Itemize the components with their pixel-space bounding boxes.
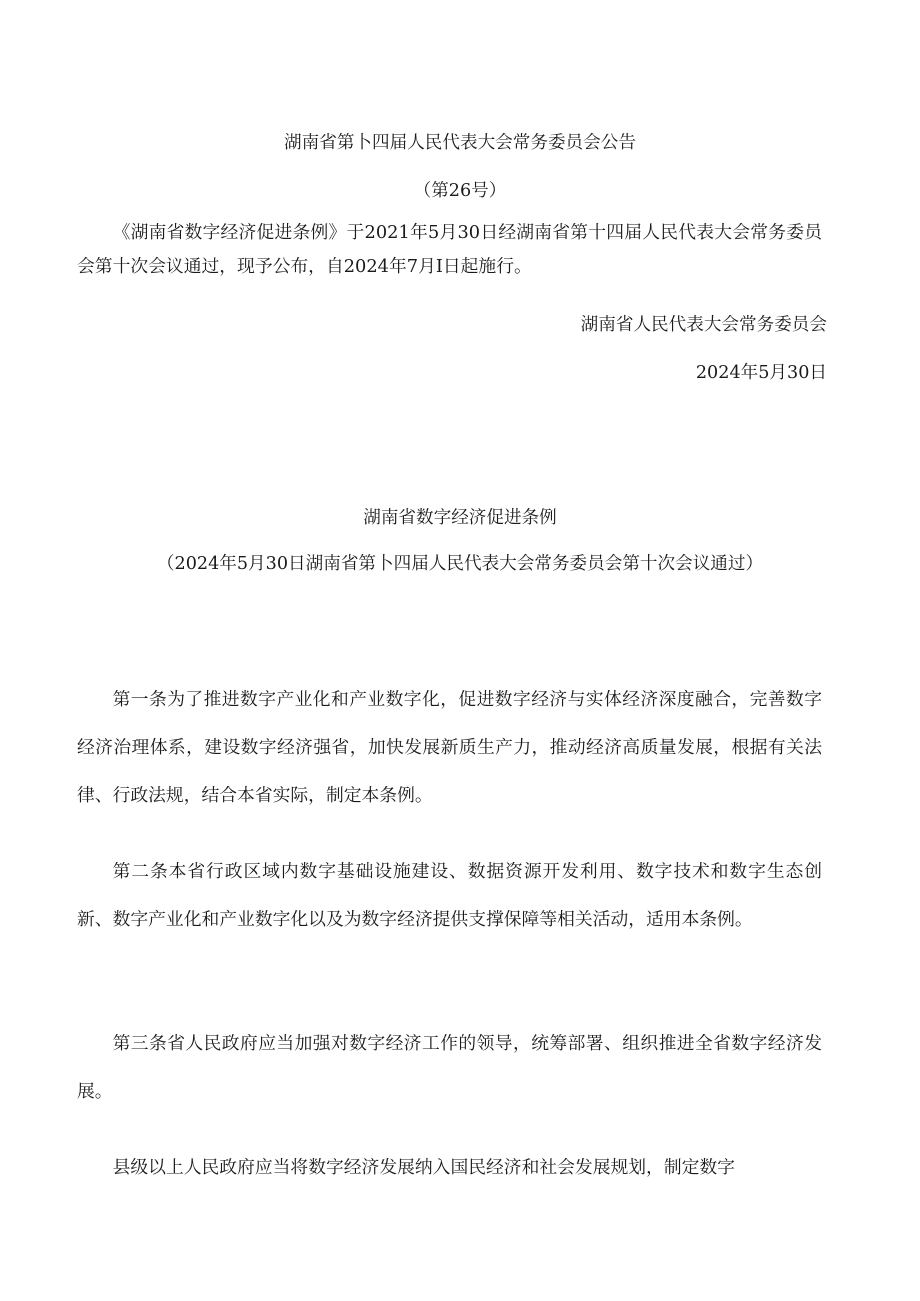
announcement-number: （第26号）: [413, 181, 507, 201]
article-1: 第一条为了推进数字产业化和产业数字化，促进数字经济与实体经济深度融合，完善数字经济治理体系，建设数字经济强省，加快发展新质生产力，推动经济高质量发展，根据有关法律、行政法规，结合本省实际，制定本条例。: [77, 689, 822, 806]
announcement-body: 《湖南省数字经济促进条例》于2021年5月30日经湖南省第十四届人民代表大会常务委员会第十次会议通过，现予公布，自2024年7月I日起施行。: [77, 222, 822, 277]
announcement-title: 湖南省第卜四届人民代表大会常务委员会公告: [284, 133, 636, 153]
article-3-paragraph-2: 县级以上人民政府应当将数字经济发展纳入国民经济和社会发展规划，制定数字: [112, 1157, 735, 1178]
announcement-date: 2024年5月30日: [695, 363, 827, 383]
regulation-title: 湖南省数字经济促进条例: [363, 508, 557, 528]
article-3: 第三条省人民政府应当加强对数字经济工作的领导，统筹部署、组织推进全省数字经济发展。: [77, 1033, 822, 1102]
issuer: 湖南省人民代表大会常务委员会: [580, 315, 827, 335]
article-2: 第二条本省行政区域内数字基础设施建设、数据资源开发利用、数字技术和数字生态创新、数字产业化和产业数字化以及为数字经济提供支撑保障等相关活动，适用本条例。: [77, 861, 822, 930]
regulation-subtitle: （2024年5月30日湖南省第卜四届人民代表大会常务委员会第十次会议通过）: [156, 554, 764, 574]
